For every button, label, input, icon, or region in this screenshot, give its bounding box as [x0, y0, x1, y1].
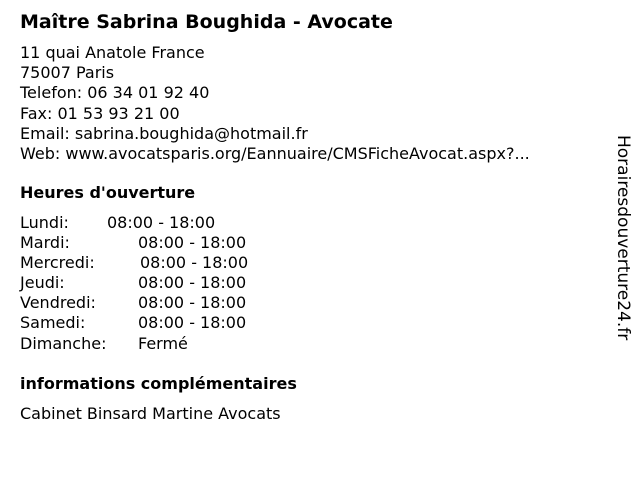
day-label: Samedi: [20, 313, 86, 333]
contact-block [20, 43, 530, 164]
time-value: 08:00 - 18:00 [138, 313, 247, 333]
time-value: 08:00 - 18:00 [138, 233, 247, 253]
opening-hours-heading: Heures d'ouverture [20, 183, 196, 202]
opening-hours-table [20, 213, 248, 354]
hours-row-friday [20, 293, 248, 313]
day-label: Lundi: [20, 213, 69, 232]
site-watermark [610, 135, 640, 375]
hours-row-thursday [20, 273, 248, 293]
time-value: 08:00 - 18:00 [107, 213, 216, 232]
additional-info-heading: informations complémentaires [20, 374, 297, 393]
fax-number: Fax: 01 53 93 21 00 [20, 103, 180, 123]
page-title: Maître Sabrina Boughida - Avocate [20, 11, 393, 33]
watermark-text: Horairesdouverture24.fr [613, 135, 633, 341]
hours-row-tuesday [20, 233, 248, 253]
hours-row-monday [20, 213, 248, 233]
day-label: Mardi: [20, 233, 70, 253]
time-value: 08:00 - 18:00 [140, 253, 249, 273]
address-street: 11 quai Anatole France [20, 43, 205, 62]
phone-number: Telefon: 06 34 01 92 40 [20, 83, 210, 103]
day-label: Jeudi: [20, 273, 65, 293]
time-value: 08:00 - 18:00 [138, 273, 247, 293]
hours-row-wednesday [20, 253, 248, 273]
address-city: 75007 Paris [20, 63, 115, 83]
additional-info-text: Cabinet Binsard Martine Avocats [20, 404, 281, 423]
day-label: Mercredi: [20, 253, 95, 273]
day-label: Vendredi: [20, 293, 96, 313]
time-value: 08:00 - 18:00 [138, 293, 247, 313]
website-link[interactable]: Web: www.avocatsparis.org/Eannuaire/CMSFicheAvocat.aspx?... [20, 144, 530, 164]
day-label: Dimanche: [20, 333, 107, 353]
hours-row-sunday [20, 334, 248, 354]
hours-row-saturday [20, 313, 248, 333]
email-address: Email: sabrina.boughida@hotmail.fr [20, 123, 308, 143]
time-value: Fermé [138, 333, 188, 353]
